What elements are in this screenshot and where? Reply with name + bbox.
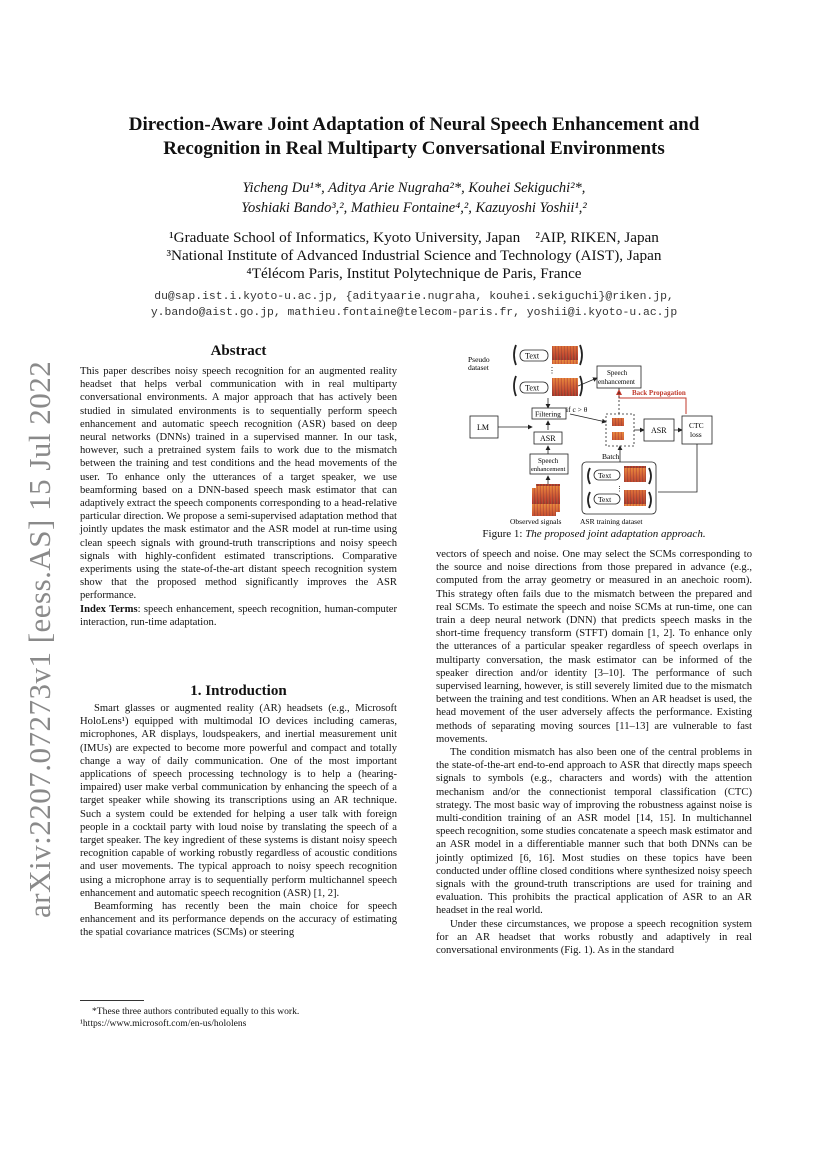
title-line-2: Recognition in Real Multiparty Conversational Environments	[163, 138, 665, 159]
footnote-1: *These three authors contributed equally to this work.	[92, 1006, 300, 1017]
title-line-1: Direction-Aware Joint Adaptation of Neural Speech Enhancement and	[128, 114, 700, 135]
right-column-body	[436, 548, 752, 957]
right-paragraph-2: The condition mismatch has also been one of the central problems in the state-of-the-art end-to-end approach to ASR that directly maps speech signals to symbols (e.g., characters and words) with the attention mechanism and/or the connectionist temporal classification (CTC) strategy. The most basic way of improving the robustness against noise is multi-condition training of an ASR model [14, 15]. In multichannel speech recognition, some studies concatenate a speech mask estimator and an ASR model in a differentiable manner such that both DNNs can be jointly optimized [6, 16]. Most studies on these topics have been conducted under offline closed conditions where synthesized noisy speech signals with the ground-truth transcriptions are used for training and evaluation. This prohibits the practical application of ASR to an AR headset in the real world.	[436, 747, 752, 917]
abstract-body	[80, 365, 397, 629]
dataset-label: dataset	[468, 363, 489, 372]
enhancement-label-left: enhancement	[531, 466, 566, 473]
index-terms-label: Index Terms	[80, 603, 138, 615]
asr-training-dataset-label: ASR training dataset	[580, 517, 643, 526]
train-spectrogram-1	[624, 466, 646, 482]
lm-label: LM	[477, 423, 489, 432]
affiliation-line-1: ¹Graduate School of Informatics, Kyoto University, Japan ²AIP, RIKEN, Japan	[169, 229, 659, 246]
text-token-2: Text	[525, 383, 540, 393]
affiliation-line-2: ³National Institute of Advanced Industrial Science and Technology (AIST), Japan	[166, 247, 662, 264]
observed-spectrogram-front	[532, 488, 556, 516]
svg-text:⋮: ⋮	[616, 485, 623, 493]
filtering-label: Filtering	[535, 409, 561, 419]
asr-label-left: ASR	[540, 434, 556, 443]
spectrogram-1	[552, 346, 578, 364]
caption-label: Figure 1:	[482, 528, 523, 540]
train-spectrogram-2	[624, 490, 646, 506]
text-token-1: Text	[525, 351, 540, 361]
condition-label: if c > θ	[566, 405, 588, 414]
email-line-1: du@sap.ist.i.kyoto-u.ac.jp, {adityaarie.nugraha, kouhei.sekiguchi}@riken.jp,	[154, 291, 674, 303]
caption-text: The proposed joint adaptation approach.	[525, 528, 706, 540]
index-terms	[80, 603, 397, 629]
back-propagation-label: Back Propagation	[632, 389, 686, 397]
train-text-token-2: Text	[598, 495, 612, 504]
speech-label-left: Speech	[538, 457, 559, 465]
footnote-rule	[80, 1000, 144, 1001]
footnote-2: ¹https://www.microsoft.com/en-us/hololens	[80, 1018, 247, 1029]
email-line-2: y.bando@aist.go.jp, mathieu.fontaine@telecom-paris.fr, yoshii@i.kyoto-u.ac.jp	[150, 307, 678, 319]
affiliations	[60, 229, 768, 283]
speech-label-top: Speech	[607, 369, 628, 377]
figure-1-diagram	[466, 342, 726, 526]
figure-1-caption	[436, 528, 752, 541]
enhancement-label-top: enhancement	[598, 378, 635, 386]
spectrogram-2	[552, 378, 578, 396]
pseudo-label: Pseudo	[468, 355, 490, 364]
loss-label: loss	[690, 430, 702, 439]
introduction-heading: 1. Introduction	[190, 683, 287, 699]
arxiv-side-stamp: arXiv:2207.07273v1 [eess.AS] 15 Jul 2022	[22, 360, 57, 918]
emails	[60, 289, 768, 321]
intro-paragraph-1: Smart glasses or augmented reality (AR) headsets (e.g., Microsoft HoloLens¹) equipped with multimodal IO devices including cameras, microphones, AR displays, loudspeakers, and inertial measurement unit (IMUs) are expected to become more powerful and compact and totally change a way of daily communication. One of the most important applications of speech processing technology is to help a (hearing-impaired) user make verbal communication by enhancing the speech of a target speaker while showing its transcriptions using an AR technique. Such a system could be extended for helping a user talk with foreign people in a cocktail party with loud noise by translating the speech of a target speaker. The key ingredient of these systems is distant noisy speech recognition capable of working robustly regardless of acoustic conditions and user movements. The typical approach to noisy speech recognition using a microphone array is to sequentially perform multichannel speech enhancement and automatic speech recognition (ASR) [1, 2].	[80, 703, 397, 899]
batch-label: Batch	[602, 452, 620, 461]
pseudo-pair-1	[514, 345, 582, 365]
footnotes	[80, 1006, 397, 1030]
batch-spectrogram-1	[612, 418, 624, 426]
index-terms-text: : speech enhancement, speech recognition, human-computer interaction, run-time adaptation.	[80, 603, 398, 628]
author-list	[60, 178, 768, 218]
pseudo-pair-2	[514, 376, 582, 396]
observed-signals-label: Observed signals	[510, 517, 562, 526]
intro-paragraph-2: Beamforming has recently been the main choice for speech enhancement and its performance depends on the accuracy of estimating the spatial covariance matrices (SCMs) or steering	[80, 901, 397, 939]
right-paragraph-3: Under these circumstances, we propose a speech recognition system for an AR headset that works robustly and adaptively in real conversational environments (Fig. 1). As in the standard	[436, 918, 752, 957]
authors-line-1: Yicheng Du¹*, Aditya Arie Nugraha²*, Kouhei Sekiguchi²*,	[242, 180, 586, 196]
affiliation-line-3: ⁴Télécom Paris, Institut Polytechnique de Paris, France	[246, 265, 582, 282]
batch-spectrogram-2	[612, 432, 624, 440]
paper-title	[60, 113, 768, 161]
introduction-body	[80, 702, 397, 940]
right-paragraph-1: vectors of speech and noise. One may select the SCMs corresponding to the source and noise directions from those prepared in advance (e.g., computed from the array geometry or measured in an anechoic room). This strategy often fails due to the mismatch between the prepared and real SCMs. To estimate the speech and noise SCMs at run-time, one can train a deep neural network (DNN) that predicts speech masks in the short-time frequency transform (STFT) domain [1, 2]. To enhance only the utterances of a particular speaker regardless of speech overlaps in multiparty conversation, the mask estimator can be informed of the speaker direction and/or identity [3–10]. The performance of such supervised learning, however, is still severely limited due to the mismatch between the training and test conditions. When an AR headset is used, the head movement of the user adversely affects the performance. Existing methods of separating moving sources [11–13] are vulnerable to fast movements.	[436, 549, 752, 745]
svg-text:⋮: ⋮	[548, 366, 556, 375]
authors-line-2: Yoshiaki Bando³,², Mathieu Fontaine⁴,², Kazuyoshi Yoshii¹,²	[241, 200, 587, 216]
ctc-label: CTC	[689, 421, 704, 430]
abstract-text: This paper describes noisy speech recognition for an augmented reality headset that helps verbal communication with in real multiparty conversational environments. A major approach that has actively been studied in simulated environments is to sequentially perform speech enhancement and automatic speech recognition (ASR) based on deep neural networks (DNNs) trained in a supervised manner. In our task, however, such a pretrained system fails to work due to the mismatch between the training and test conditions and the head movements of the user. To enhance only the utterances of a target speaker, we use beamforming based on a DNN-based speech mask estimator that can adaptively extract the speech components corresponding to a head-relative particular direction. We propose a semi-supervised adaptation method that jointly updates the mask estimator and the ASR model at run-time using clean speech signals with ground-truth transcriptions and noisy speech signals with highly-confident estimated transcriptions. Comparative experiments using the state-of-the-art distant speech recognition system show that the proposed method significantly improves the ASR performance.	[80, 366, 397, 602]
train-text-token-1: Text	[598, 471, 612, 480]
abstract-heading: Abstract	[210, 343, 267, 359]
asr-label-right: ASR	[651, 426, 667, 435]
